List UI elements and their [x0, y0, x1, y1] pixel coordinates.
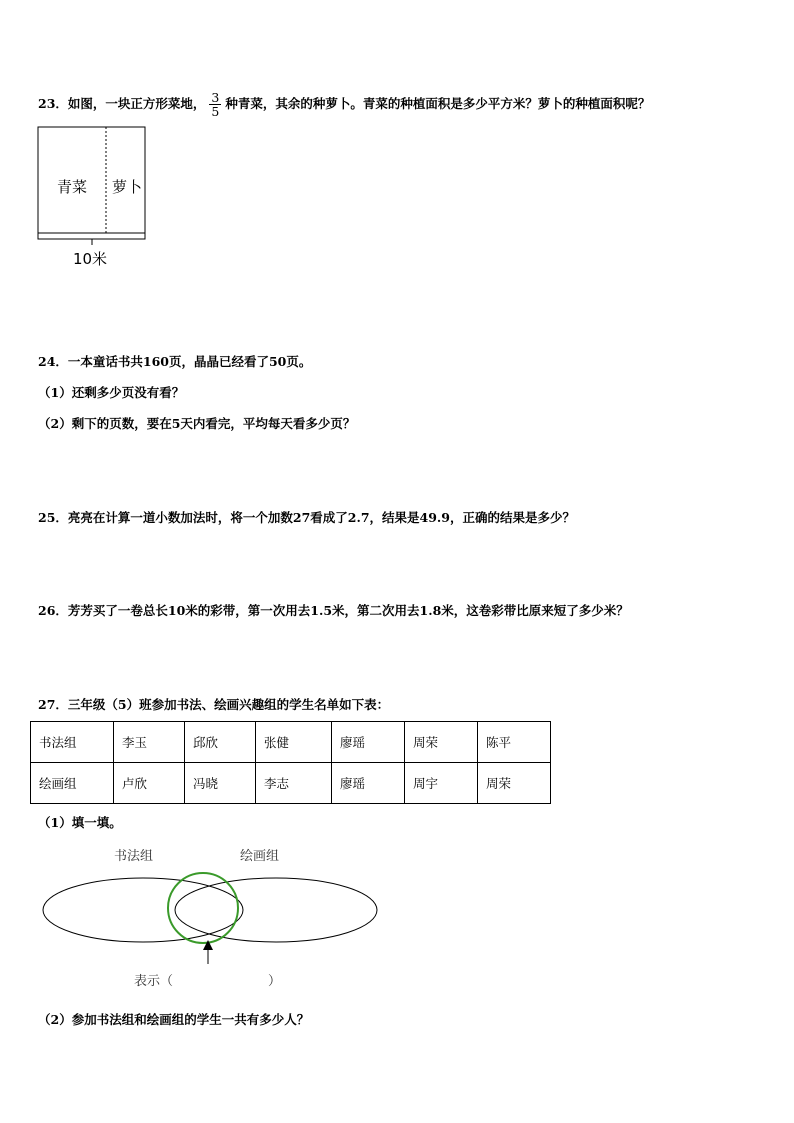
table-cell: 李玉: [114, 722, 185, 763]
q23-fraction: [209, 91, 221, 118]
q24-text: 24．一本童话书共160页，晶晶已经看了50页。: [38, 354, 312, 369]
venn-right-label: 绘画组: [240, 849, 280, 864]
q23-text-after: 种青菜，其余的种萝卜。青菜的种植面积是多少平方米？萝卜的种植面积呢？: [225, 96, 651, 111]
table-row: [31, 722, 551, 763]
q27-sub2: （2）参加书法组和绘画组的学生一共有多少人？: [38, 1012, 310, 1027]
q23-text-before: 如图，一块正方形菜地，: [67, 96, 206, 111]
venn-right-ellipse: [175, 878, 377, 942]
q27-sub1: （1）填一填。: [38, 815, 122, 830]
label-10m: 10米: [72, 250, 108, 268]
q26-text: 26．芳芳买了一卷总长10米的彩带，第一次用去1.5米，第二次用去1.8米，这卷彩带比原来短了多少米？: [38, 603, 629, 618]
venn-caption-open: 表示（: [134, 974, 174, 989]
table-cell: 绘画组: [31, 763, 114, 804]
q23-number: 23．: [38, 96, 68, 111]
q23-figure: [30, 120, 160, 270]
venn-diagram: [38, 868, 388, 968]
label-luobo: 萝卜: [111, 178, 143, 196]
student-table: [30, 721, 551, 804]
label-qingcai: 青菜: [56, 178, 88, 196]
venn-caption-close: ）: [268, 974, 282, 989]
q24-sub1: （1）还剩多少页没有看？: [38, 385, 185, 400]
q25-text: 25．亮亮在计算一道小数加法时，将一个加数27看成了2.7，结果是49.9，正确的结果是多少？: [38, 510, 575, 525]
venn-left-label: 书法组: [114, 849, 154, 864]
table-cell: 邱欣: [185, 722, 256, 763]
table-cell: 陈平: [478, 722, 551, 763]
q27-text: 27．三年级（5）班参加书法、绘画兴趣组的学生名单如下表：: [38, 697, 390, 712]
table-cell: 廖瑶: [332, 763, 405, 804]
table-cell: 张健: [256, 722, 332, 763]
q23-fraction-numerator: 3: [211, 90, 220, 105]
table-cell: 书法组: [31, 722, 114, 763]
table-cell: 冯晓: [185, 763, 256, 804]
q23-fraction-denominator: 5: [211, 104, 220, 119]
table-cell: 李志: [256, 763, 332, 804]
table-cell: 周荣: [478, 763, 551, 804]
table-cell: 廖瑶: [332, 722, 405, 763]
q24-sub2: （2）剩下的页数，要在5天内看完，平均每天看多少页？: [38, 416, 356, 431]
table-cell: 卢欣: [114, 763, 185, 804]
venn-left-ellipse: [43, 878, 243, 942]
table-cell: 周宇: [405, 763, 478, 804]
dimension-bracket: [38, 232, 145, 245]
table-row: [31, 763, 551, 804]
table-cell: 周荣: [405, 722, 478, 763]
q23-text: [38, 91, 650, 118]
